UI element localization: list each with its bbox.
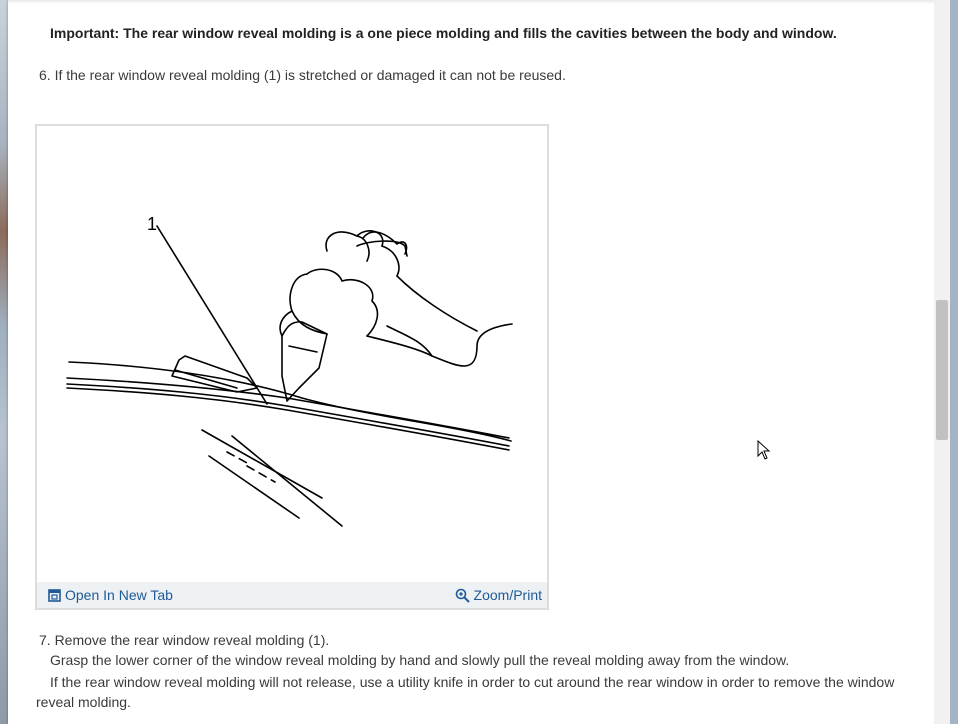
document-page	[8, 0, 934, 724]
zoom-print-link[interactable]	[455, 587, 542, 603]
background-window-edge	[0, 0, 8, 724]
mouse-cursor-icon	[757, 440, 771, 460]
molding-removal-illustration	[37, 126, 547, 581]
step-6-text: 6. If the rear window reveal molding (1) is stretched or damaged it can not be reused.	[39, 67, 566, 83]
page-top-edge	[8, 0, 934, 4]
open-new-tab-label: Open In New Tab	[65, 587, 173, 603]
step-7-title: 7. Remove the rear window reveal molding (1).	[39, 632, 330, 648]
zoom-icon	[455, 588, 470, 603]
callout-number: 1	[147, 214, 158, 234]
scrollbar-thumb[interactable]	[936, 300, 948, 440]
open-new-tab-link[interactable]	[48, 587, 173, 603]
step-7-instruction-1: Grasp the lower corner of the window reveal molding by hand and slowly pull the reveal molding away from the window.	[50, 652, 790, 668]
illustration-figure	[35, 124, 549, 610]
zoom-print-label: Zoom/Print	[473, 587, 542, 603]
figure-toolbar	[37, 582, 547, 608]
open-new-tab-icon	[48, 589, 61, 602]
important-note: Important: The rear window reveal molding is a one piece molding and fills the cavities between the body and window.	[50, 25, 837, 41]
step-7-instruction-2: If the rear window reveal molding will not release, use a utility knife in order to cut around the rear window in order to remove the window reveal molding.	[36, 674, 895, 710]
